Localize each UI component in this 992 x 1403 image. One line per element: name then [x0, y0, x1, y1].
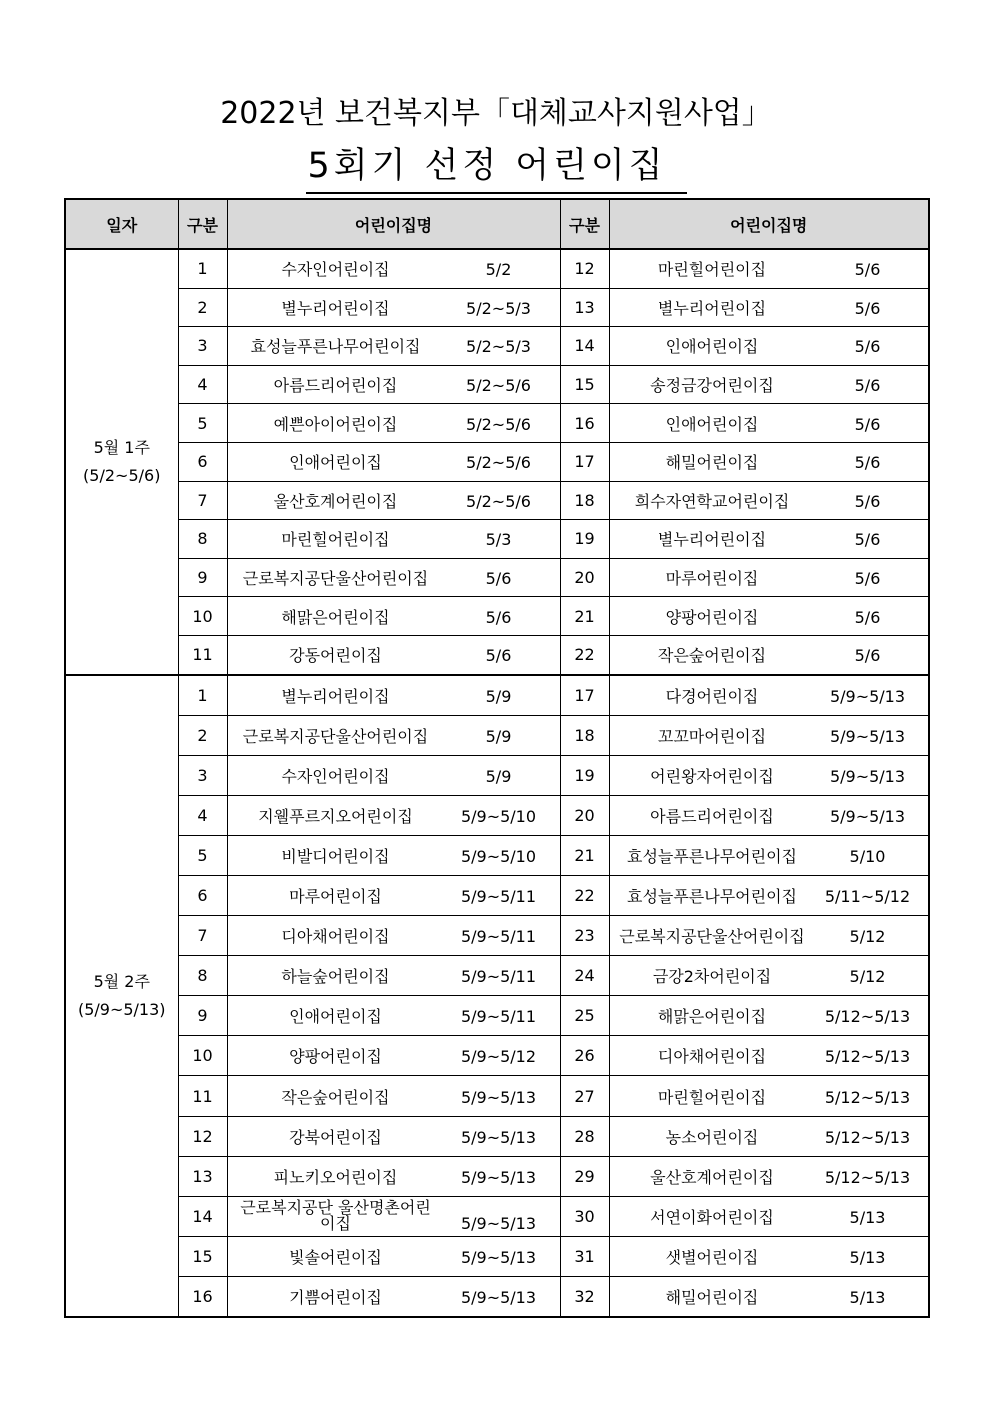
support-dates: 5/6 — [854, 453, 881, 473]
support-dates: 5/6 — [854, 491, 881, 511]
row-number-right: 22 — [560, 876, 609, 916]
daycare-right — [609, 1196, 929, 1236]
support-dates: 5/2~5/6 — [466, 491, 531, 511]
support-dates: 5/9~5/13 — [460, 1287, 537, 1307]
row-number-left: 1 — [178, 249, 227, 288]
daycare-right — [609, 327, 929, 366]
daycare-name: 아름드리어린이집 — [273, 376, 398, 396]
row-number-left: 3 — [178, 755, 227, 795]
support-dates: 5/6 — [485, 646, 512, 666]
daycare-name: 인애어린이집 — [665, 337, 759, 357]
daycare-name: 하늘숲어린이집 — [281, 967, 390, 987]
daycare-right — [609, 1236, 929, 1276]
daycare-name: 강북어린이집 — [289, 1127, 382, 1147]
support-dates: 5/10 — [849, 846, 886, 866]
table-row — [65, 249, 929, 288]
support-dates: 5/13 — [849, 1287, 886, 1307]
support-dates: 5/9~5/13 — [829, 806, 906, 826]
row-number-right: 18 — [560, 481, 609, 520]
table-row — [65, 365, 929, 404]
row-number-right: 15 — [560, 365, 609, 404]
daycare-name: 마루어린이집 — [289, 887, 382, 907]
row-number-right: 18 — [560, 715, 609, 755]
daycare-right — [609, 996, 929, 1036]
row-number-left: 2 — [178, 288, 227, 327]
table-row — [65, 835, 929, 875]
daycare-name: 해맑은어린이집 — [657, 1007, 767, 1027]
support-dates: 5/3 — [485, 530, 512, 550]
daycare-right — [609, 288, 929, 327]
table-row — [65, 1236, 929, 1276]
row-number-right: 25 — [560, 996, 609, 1036]
support-dates: 5/9 — [485, 726, 512, 746]
daycare-right — [609, 1276, 929, 1317]
row-number-left: 7 — [178, 916, 227, 956]
support-dates: 5/9~5/13 — [460, 1213, 537, 1233]
row-number-left: 10 — [178, 597, 227, 636]
row-number-right: 23 — [560, 916, 609, 956]
daycare-name: 인애어린이집 — [289, 1007, 382, 1027]
table-row — [65, 916, 929, 956]
row-number-left: 15 — [178, 1236, 227, 1276]
row-number-left: 2 — [178, 715, 227, 755]
table-row — [65, 442, 929, 481]
row-number-left: 9 — [178, 558, 227, 597]
row-number-left: 3 — [178, 327, 227, 366]
row-number-left: 13 — [178, 1156, 227, 1196]
daycare-left — [227, 1116, 560, 1156]
row-number-right: 12 — [560, 249, 609, 288]
table-row — [65, 795, 929, 835]
table-row — [65, 876, 929, 916]
daycare-left — [227, 1236, 560, 1276]
support-dates: 5/6 — [485, 607, 512, 627]
support-dates: 5/13 — [849, 1247, 886, 1267]
daycare-name: 근로복지공단 울산명촌어린이집 — [240, 1197, 431, 1233]
daycare-name: 희수자연학교어린이집 — [634, 491, 790, 511]
daycare-name: 서연이화어린이집 — [650, 1207, 774, 1227]
table-header-row — [65, 199, 929, 249]
row-number-right: 14 — [560, 327, 609, 366]
week-range: (5/2~5/6) — [83, 465, 161, 485]
daycare-left — [227, 481, 560, 520]
daycare-name: 수자인어린이집 — [281, 766, 390, 786]
row-number-left: 4 — [178, 795, 227, 835]
daycare-left — [227, 755, 560, 795]
support-dates: 5/12 — [849, 967, 886, 987]
support-dates: 5/2~5/6 — [466, 453, 531, 473]
header-name-left: 어린이집명 — [227, 199, 560, 249]
daycare-right — [609, 597, 929, 636]
row-number-right: 17 — [560, 442, 609, 481]
support-dates: 5/6 — [854, 337, 881, 357]
table-row — [65, 481, 929, 520]
header-no-right: 구분 — [560, 199, 609, 249]
support-dates: 5/12~5/13 — [824, 1167, 911, 1187]
support-dates: 5/9 — [485, 686, 512, 706]
daycare-left — [227, 996, 560, 1036]
row-number-right: 13 — [560, 288, 609, 327]
support-dates: 5/6 — [854, 530, 881, 550]
daycare-name: 송정금강어린이집 — [650, 376, 774, 396]
week2-group — [65, 675, 929, 1318]
daycare-left — [227, 675, 560, 716]
support-dates: 5/12~5/13 — [824, 1127, 911, 1147]
row-number-right: 26 — [560, 1036, 609, 1076]
daycare-name: 비발디어린이집 — [281, 846, 390, 866]
daycare-name: 작은숲어린이집 — [657, 646, 767, 666]
support-dates: 5/9~5/10 — [460, 806, 537, 826]
daycare-left — [227, 916, 560, 956]
daycare-right — [609, 795, 929, 835]
row-number-left: 6 — [178, 876, 227, 916]
daycare-name: 별누리어린이집 — [281, 298, 390, 318]
support-dates: 5/9~5/11 — [460, 927, 537, 947]
row-number-left: 10 — [178, 1036, 227, 1076]
daycare-right — [609, 442, 929, 481]
row-number-right: 20 — [560, 795, 609, 835]
row-number-right: 30 — [560, 1196, 609, 1236]
daycare-name: 해맑은어린이집 — [281, 607, 390, 627]
daycare-left — [227, 597, 560, 636]
support-dates: 5/9~5/12 — [460, 1047, 537, 1067]
row-number-right: 20 — [560, 558, 609, 597]
support-dates: 5/6 — [854, 646, 881, 666]
table-row — [65, 327, 929, 366]
table-row — [65, 1276, 929, 1317]
support-dates: 5/12~5/13 — [824, 1087, 911, 1107]
week1-group — [65, 249, 929, 675]
daycare-right — [609, 520, 929, 559]
daycare-left — [227, 1156, 560, 1196]
daycare-right — [609, 1116, 929, 1156]
support-dates: 5/12~5/13 — [824, 1047, 911, 1067]
row-number-right: 19 — [560, 520, 609, 559]
row-number-right: 31 — [560, 1236, 609, 1276]
daycare-name: 다경어린이집 — [665, 686, 759, 706]
daycare-name: 마린힐어린이집 — [281, 530, 390, 550]
support-dates: 5/6 — [854, 414, 881, 434]
table-row — [65, 996, 929, 1036]
daycare-name: 마린힐어린이집 — [657, 260, 767, 280]
support-dates: 5/9 — [485, 766, 512, 786]
daycare-right — [609, 558, 929, 597]
row-number-left: 14 — [178, 1196, 227, 1236]
support-dates: 5/2~5/6 — [466, 376, 531, 396]
daycare-left — [227, 876, 560, 916]
daycare-name: 별누리어린이집 — [657, 298, 767, 318]
row-number-right: 29 — [560, 1156, 609, 1196]
support-dates: 5/6 — [854, 376, 881, 396]
daycare-left — [227, 1076, 560, 1116]
row-number-left: 5 — [178, 404, 227, 443]
support-dates: 5/9~5/13 — [829, 766, 906, 786]
daycare-name: 작은숲어린이집 — [281, 1087, 390, 1107]
support-dates: 5/9~5/13 — [829, 726, 906, 746]
daycare-name: 효성늘푸른나무어린이집 — [626, 846, 798, 866]
daycare-left — [227, 520, 560, 559]
table-row — [65, 1196, 929, 1236]
daycare-name: 기쁨어린이집 — [289, 1287, 382, 1307]
daycare-name: 피노키오어린이집 — [273, 1167, 398, 1187]
table-row — [65, 715, 929, 755]
row-number-right: 17 — [560, 675, 609, 716]
support-dates: 5/2~5/3 — [466, 298, 531, 318]
row-number-left: 8 — [178, 520, 227, 559]
daycare-name: 어린왕자어린이집 — [650, 766, 774, 786]
document-title: 2022년 보건복지부「대체교사지원사업」 — [220, 96, 772, 131]
table-row — [65, 675, 929, 716]
support-dates: 5/11~5/12 — [824, 887, 911, 907]
week-label: 5월 1주 — [93, 437, 150, 457]
daycare-name: 금강2차어린이집 — [652, 967, 772, 987]
daycare-left — [227, 327, 560, 366]
row-number-left: 8 — [178, 956, 227, 996]
daycare-right — [609, 916, 929, 956]
daycare-right — [609, 365, 929, 404]
table-row — [65, 956, 929, 996]
daycare-left — [227, 715, 560, 755]
daycare-left — [227, 365, 560, 404]
daycare-right — [609, 1036, 929, 1076]
daycare-left — [227, 1196, 560, 1236]
daycare-left — [227, 442, 560, 481]
daycare-name: 인애어린이집 — [289, 453, 382, 473]
daycare-left — [227, 249, 560, 288]
support-dates: 5/9~5/13 — [460, 1127, 537, 1147]
support-dates: 5/9~5/11 — [460, 887, 537, 907]
week-range: (5/9~5/13) — [77, 999, 166, 1019]
daycare-name: 별누리어린이집 — [657, 530, 767, 550]
daycare-name: 아름드리어린이집 — [650, 806, 774, 826]
row-number-left: 4 — [178, 365, 227, 404]
daycare-left — [227, 956, 560, 996]
daycare-right — [609, 635, 929, 674]
support-dates: 5/9~5/11 — [460, 967, 537, 987]
table-row — [65, 404, 929, 443]
table-row — [65, 520, 929, 559]
daycare-name: 인애어린이집 — [665, 414, 759, 434]
daycare-name: 강동어린이집 — [289, 646, 382, 666]
daycare-right — [609, 956, 929, 996]
support-dates: 5/2~5/6 — [466, 414, 531, 434]
row-number-left: 6 — [178, 442, 227, 481]
daycare-name: 예쁜아이어린이집 — [273, 414, 398, 434]
row-number-left: 1 — [178, 675, 227, 716]
row-number-left: 5 — [178, 835, 227, 875]
daycare-name: 근로복지공단울산어린이집 — [619, 927, 805, 947]
support-dates: 5/12 — [849, 927, 886, 947]
support-dates: 5/6 — [854, 260, 881, 280]
daycare-left — [227, 558, 560, 597]
daycare-name: 지웰푸르지오어린이집 — [258, 806, 413, 826]
week-cell — [65, 675, 178, 1318]
row-number-right: 21 — [560, 835, 609, 875]
support-dates: 5/12~5/13 — [824, 1007, 911, 1027]
daycare-right — [609, 675, 929, 716]
daycare-left — [227, 635, 560, 674]
daycare-right — [609, 876, 929, 916]
daycare-left — [227, 404, 560, 443]
daycare-left — [227, 795, 560, 835]
daycare-name: 근로복지공단울산어린이집 — [242, 726, 429, 746]
row-number-right: 24 — [560, 956, 609, 996]
header-no-left: 구분 — [178, 199, 227, 249]
daycare-name: 울산호계어린이집 — [650, 1167, 774, 1187]
daycare-name: 효성늘푸른나무어린이집 — [250, 337, 421, 357]
support-dates: 5/13 — [849, 1207, 886, 1227]
week-label: 5월 2주 — [93, 971, 150, 991]
daycare-left — [227, 835, 560, 875]
daycare-right — [609, 404, 929, 443]
daycare-right — [609, 1156, 929, 1196]
daycare-right — [609, 755, 929, 795]
row-number-right: 32 — [560, 1276, 609, 1317]
table-row — [65, 288, 929, 327]
row-number-left: 12 — [178, 1116, 227, 1156]
daycare-name: 효성늘푸른나무어린이집 — [626, 887, 798, 907]
daycare-name: 해밀어린이집 — [665, 453, 759, 473]
table-row — [65, 635, 929, 674]
daycare-name: 꼬꼬마어린이집 — [657, 726, 767, 746]
daycare-left — [227, 1276, 560, 1317]
daycare-name: 별누리어린이집 — [281, 686, 390, 706]
support-dates: 5/6 — [854, 569, 881, 589]
table-row — [65, 597, 929, 636]
document-subtitle: 5회기 선정 어린이집 — [306, 138, 687, 194]
support-dates: 5/2~5/3 — [466, 337, 531, 357]
support-dates: 5/9~5/13 — [460, 1087, 537, 1107]
support-dates: 5/9~5/11 — [460, 1007, 537, 1027]
table-row — [65, 755, 929, 795]
row-number-right: 16 — [560, 404, 609, 443]
daycare-name: 마린힐어린이집 — [657, 1087, 767, 1107]
daycare-name: 양팡어린이집 — [665, 607, 759, 627]
row-number-left: 16 — [178, 1276, 227, 1317]
row-number-left: 11 — [178, 635, 227, 674]
daycare-name: 울산호계어린이집 — [273, 491, 398, 511]
row-number-right: 27 — [560, 1076, 609, 1116]
row-number-left: 9 — [178, 996, 227, 1036]
daycare-name: 해밀어린이집 — [665, 1287, 759, 1307]
support-dates: 5/9~5/13 — [460, 1247, 537, 1267]
daycare-name: 샛별어린이집 — [665, 1247, 759, 1267]
support-dates: 5/6 — [854, 298, 881, 318]
support-dates: 5/9~5/13 — [829, 686, 906, 706]
row-number-right: 19 — [560, 755, 609, 795]
header-name-right: 어린이집명 — [609, 199, 929, 249]
table-row — [65, 558, 929, 597]
daycare-name: 마루어린이집 — [665, 569, 759, 589]
daycare-name: 수자인어린이집 — [281, 260, 390, 280]
support-dates: 5/6 — [854, 607, 881, 627]
table-row — [65, 1116, 929, 1156]
header-date: 일자 — [65, 199, 178, 249]
row-number-left: 11 — [178, 1076, 227, 1116]
daycare-name: 양팡어린이집 — [289, 1047, 382, 1067]
daycare-right — [609, 249, 929, 288]
support-dates: 5/6 — [485, 569, 512, 589]
row-number-right: 28 — [560, 1116, 609, 1156]
row-number-right: 21 — [560, 597, 609, 636]
daycare-name: 근로복지공단울산어린이집 — [242, 569, 429, 589]
daycare-right — [609, 1076, 929, 1116]
daycare-right — [609, 481, 929, 520]
week-cell — [65, 249, 178, 675]
daycare-right — [609, 835, 929, 875]
support-dates: 5/9~5/13 — [460, 1167, 537, 1187]
table-row — [65, 1036, 929, 1076]
daycare-name: 빛솔어린이집 — [289, 1247, 382, 1267]
table-row — [65, 1076, 929, 1116]
daycare-left — [227, 288, 560, 327]
table-row — [65, 1156, 929, 1196]
row-number-right: 22 — [560, 635, 609, 674]
daycare-left — [227, 1036, 560, 1076]
selection-table — [64, 198, 930, 1318]
row-number-left: 7 — [178, 481, 227, 520]
support-dates: 5/9~5/10 — [460, 846, 537, 866]
daycare-name: 디아채어린이집 — [281, 927, 390, 947]
daycare-name: 디아채어린이집 — [657, 1047, 767, 1067]
support-dates: 5/2 — [485, 260, 512, 280]
daycare-name: 농소어린이집 — [665, 1127, 759, 1147]
daycare-right — [609, 715, 929, 755]
